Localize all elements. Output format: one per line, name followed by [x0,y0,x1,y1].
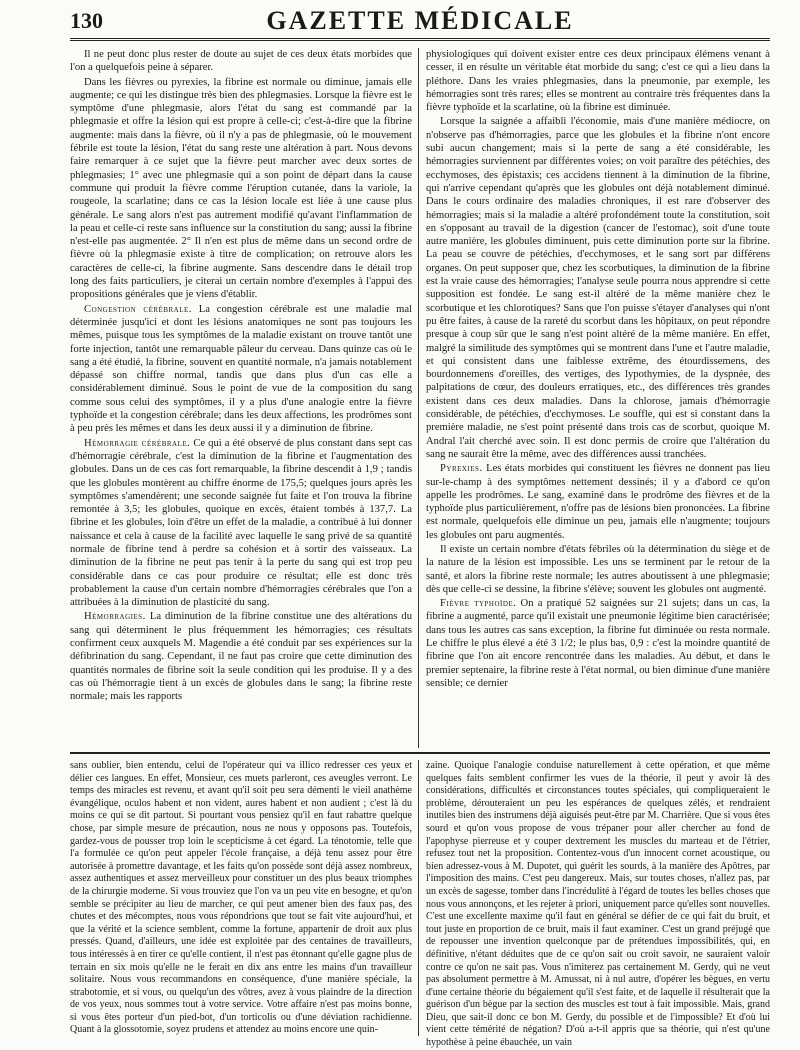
column-divider [418,760,419,1036]
paragraph: zaine. Quoique l'analogie conduise naturellement à cette opération, et que même quelques faits semblent confirmer les vues de la théorie, il peut y avoir là des considérations, difficultés et circonstances toutes spéciales, qui compliqueraient le problème, dérouteraient un peu les espérances de quelques zélés, et rendraient inutiles bien des instrumens déjà aiguisés peut-être par M. Charrière. Que si vous êtes sourd et qu'on vous propose de vous trépaner pour aller chercher au fond de l'apophyse pierreuse et y couper dextrement les muscles du marteau et de l'étrier, refusez tout net la proposition. Contentez-vous d'un innocent cornet acoustique, ou bien adressez-vous à M. Dupotet, qui guérit les sourds, à la manière des Apôtres, par l'imposition des mains. C'est peu dangereux. Mais, sur toutes choses, n'allez pas, par un excès de sagesse, tomber dans l'incrédulité à l'égard de toutes les belles choses que nous vous annonçons, et les rejeter à priori, uniquement parce qu'elles sont nouvelles. C'est une excellente maxime qu'il faut en général se défier de ce qui fait du bruit, et tout juste en proportion de ce bruit, mais il faut examiner. C'est un grand préjugé que de repousser une invention quelconque par de prétendues impossibilités, qui, en définitive, n'étant déduites que de ce qu'on sait ou croit savoir, ne sauraient valoir contre ce qu'on ne sait pas. Vous n'imiterez pas certainement M. Gerdy, qui ne veut pas absolument permettre à M. Amussat, ni à nul autre, d'opérer les bègues, en vertu d'une certaine théorie du bégaiement qu'il s'est faite, et de laquelle il résulterait que la guérison d'un bègue par la section des muscles est tout à fait impossible. Mais, grand Dieu, que sait-il donc ce bon M. Gerdy, du possible et de l'impossible? Et d'où lui vient cette témérité de négation? D'où a-t-il appris que sa théorie, qui n'est qu'une hypothèse à peine ébauchée, un vain [426,760,770,1049]
section-heading: Hémorragie cérébrale. [84,437,191,449]
paragraph-text: Les états morbides qui constituent les fièvres ne donnent pas lieu sur-le-champ à des symptômes nettement dessinés; il y a d'abord ce qu'on appelle les prodrômes. Le sang, examiné dans le prodrôme des fièvres et de la typhoïde plus particulièrement, n'offre pas de lésions bien prononcées. La fibrine est normale, quelquefois elle diminue un peu, jamais elle n'augmente; toujours les globules ont paru augmentés. [426,463,770,541]
column-top-left [70,48,412,748]
paragraph: physiologiques qui doivent exister entre ces deux principaux élémens venant à cesser, il en résulte un véritable état morbide du sang; c'est ce qui a lieu dans la pléthore. Dans les vraies phlegmasies, dans la pneumonie, par exemple, les hémorragies sont très rares; elles se montrent au contraire très fréquentes dans la fièvre typhoïde et la scarlatine, où la fibrine est diminuée. [426,49,770,114]
paragraph-text: La congestion cérébrale est une maladie mal déterminée jusqu'ici et dont les lésions anatomiques ne sont pas toujours les mêmes, puisque tous les symptômes de la maladie existant on trouve tantôt une forte injection, tantôt une remarquable pâleur du cerveau. Dans quinze cas où le sang a été étudié, la fibrine, souvent en quantité normale, n'a jamais notablement dépassé son chiffre normal, tandis que dans plus d'un cas elle a considérablement diminué. Sous le point de vue de la composition du sang comme sous celui des symptômes, il y a plus d'une analogie entre la fièvre typhoïde et la congestion cérébrale; dans les deux affections, les prodrômes sont à peu près les mêmes et dans les deux aussi il y a diminution de fibrine. [70,303,413,435]
gazette-title: GAZETTE MÉDICALE [266,6,574,35]
paragraph: Dans les fièvres ou pyrexies, la fibrine est normale ou diminue, jamais elle augmente; ce qui les distingue très bien des phlegmasies. Lorsque la fièvre est le symptôme d'une phlegmasie, alors l'état du sang est commandé par la phlegmasie et offre la lésion qui est propre à celle-ci; c'est-à-dire que la fibrine augmente: mais dans la fièvre, où il n'y a pas de phlegmasie, où le mouvement fébrile est toute la lésion, l'état du sang reste une altération à part. Nous devons faire remarquer à ce sujet que la fièvre peut marcher avec deux sortes de phlegmasies; 1° avec une phlegmasie qui a son point de départ dans la cause commune qui produit la fièvre comme l'éruption cutanée, dans la variole, la rougeole, la scarlatine; dans ce cas la lésion locale est liée à une cause plus générale. Le sang alors n'est pas autrement modifié qu'avant l'inflammation de la peau et celle-ci reste sans influence sur la constitution du sang; aussi la fibrine n'est-elle pas augmentée. 2° Il n'en est plus de même dans un second ordre de fièvre où la phlegmasie existe à titre de complication; on retrouve alors les caractères de celle-ci, la fibrine augmente. Sans descendre dans le détail trop long des faits particuliers, je citerai un certain nombre d'exemples à l'appui des propositions générales que je viens d'établir. [70,76,412,301]
section-heading: Fièvre typhoïde. [440,598,517,610]
paragraph-text: On a pratiqué 52 saignées sur 21 sujets; dans un cas, la fibrine a augmenté, parce qu'il existait une pneumonie légitime bien caractérisée; dans tous les autres cas sans exception, la fibrine fut diminuée ou resta normale. Le chiffre le plus élevé a été 3 1/2; le plus bas, 0,9 : c'est la moindre quantité de fibrine que l'on ait encore rencontrée dans les maladies. Au début, et dans le premier septenaire, la fibrine reste à l'état normal, ou bien diminue d'une manière sensible; ce dernier [426,598,770,689]
paragraph: Lorsque la saignée a affaibli l'économie, mais d'une manière médiocre, on n'observe pas d'hémorragies, parce que les globules et la fibrine n'ont encore subi aucun changement; mais si la perte de sang a été considérable, les hémorragies surviennent par différentes voies; on voit paraître des pétéchies, des ecchymoses, des épistaxis; ces accidens tiennent à la diminution de la fibrine, qui n'arrive cependant qu'après que les globules ont déjà notablement diminué. Dans le cours ordinaire des maladies chroniques, il est rare d'observer des hémorragies; mais si la maladie a altéré profondément toute la constitution, soit en s'opposant au travail de la digestion (cancer de l'estomac), soit d'une toute autre manière, les globules diminuent, puis cette diminution porte sur la fibrine. La peau se couvre de pétéchies, d'ecchymoses, et le sang sort par différens organes. On peut supposer que, chez les scorbutiques, la diminution de la fibrine est la vraie cause des hémorragies; l'analyse seule pourra nous apprendre si cette supposition est fondée. Le sang est-il altéré de la même manière chez le scorbutique et les chlorotiques? Sans que l'on puisse s'étayer d'analyses qui n'ont pu être faites, à cause de la rareté du scorbut dans les hôpitaux, on peut répondre presque à coup sûr que le sang n'est point altéré de la même manière. En effet, malgré la similitude des symptômes qui se montrent dans l'une et l'autre maladie, et qui consistent dans une faiblesse extrême, des étourdissemens, des bourdonnemens d'oreilles, des vertiges, des lypothymies, de la dyspnée, des palpitations de cœur, des douleurs erratiques, etc., des différences très grandes existent dans ces deux maladies. Dans la chlorose, jamais d'hémorragie considérable, de pétéchies, d'ecchymoses. Le souffle, qui est si constant dans la première maladie, ne s'est point présenté dans trois cas de scorbut, quoique M. Andral l'ait cherché avec soin. Il est donc permis de croire que l'altération du sang ne saurait être la même, avec des différences aussi tranchées. [426,116,770,460]
column-top-right [426,48,770,748]
paragraph: Il ne peut donc plus rester de doute au sujet de ces deux états morbides que l'on a quelquefois peine à séparer. [70,49,412,74]
paragraph: Il existe un certain nombre d'états fébriles où la détermination du siège et de la nature de la lésion est impossible. Les uns se terminent par le retour de la santé, et alors la fibrine reste normale; les autres aboutissent à une phlegmasie; dès que celle-ci se dessine, la fibrine s'élève; souvent les globules ont augmenté. [426,543,770,595]
paragraph [70,610,412,703]
paragraph-text: La diminution de la fibrine constitue une des altérations du sang qui déterminent le plus fréquemment les hémorragies; ces résultats confirment ceux auxquels M. Magendie a été conduit par ses expériences sur la défibrination du sang. Cependant, il ne faut pas croire que cette diminution des quantités normales de fibrine soit la seule condition qui les produise. Il y a des cas où l'hémorragie tient à un excès de globules dans le sang; la fibrine reste normale; mais les rapports [70,611,412,703]
paragraph [70,303,412,436]
paragraph [426,462,770,542]
paragraph [70,437,412,610]
feuilleton-column-right [426,760,770,1049]
feuilleton-divider [70,752,770,754]
feuilleton-column-left [70,760,412,1036]
paragraph: sans oublier, bien entendu, celui de l'opérateur qui va illico redresser ces yeux et délier ces langues. En effet, Monsieur, ces muets parleront, ces aveugles verront. Le temps des miracles est revenu, et avant qu'il soit peu sera démenti le vieil anathème évangélique, oculos habent et non vident, aures habent et non audient ; c'est là du moins ce qui se dit partout. Si pourtant vous pensiez qu'il en faut rabattre quelque chose, par simple mesure de précaution, nous ne nous y opposons pas. Toutefois, gardez-vous de pousser trop loin le scepticisme à cet égard. La ténotomie, telle que l'a formulée ce qu'on peut appeler l'école française, a déjà tenu assez pour être autorisée à promettre davantage, et les faits qu'on possède sont déjà assez nombreux, assez authentiques et assez merveilleux pour constituer un des plus beaux triomphes de la chirurgie moderne. Si vous trouviez que l'on va un peu vite en besogne, et qu'on semble se précipiter au lieu de marcher, ce qui peut amener bien des faux pas, des chutes et des mécomptes, nous vous répondrions que tout se fait vite aujourd'hui, et que la vérité et la science semblent, comme la fortune, appartenir de droit aux plus pressés. Quand, d'ailleurs, une idée est exploitée par des centaines de travailleurs, tous intéressés à en tirer ce qu'elle contient, il n'est pas étonnant qu'elle gagne plus de terrain en six mois qu'elle ne le ferait en dix ans entre les mains d'un travailleur solitaire. Nous vous recommandons en conséquence, d'une manière spéciale, la strabotomie, et si vous, ou quelqu'un des vôtres, avez à vous plaindre de la direction de vos yeux, nous sommes tout à votre service. Votre affaire n'est pas moins bonne, si vous êtes porteur d'un pied-bot, d'un torticolis ou d'une déviation rachidienne. Quant à la glossotomie, soyez prudens et attendez au moins encore une quin- [70,760,412,1036]
column-divider [418,48,419,748]
paragraph [426,597,770,690]
section-heading: Hémorragies. [84,611,146,623]
page-number: 130 [70,8,103,33]
masthead [70,6,770,41]
paragraph-text: Ce qui a été observé de plus constant dans sept cas d'hémorragie cérébrale, c'est la diminution de la fibrine et l'augmentation des globules. Dans un de ces cas fort remarquable, la fibrine descendit à 1,9 ; tandis que les globules montèrent au chiffre énorme de 175,5; quelques jours après les symptômes s'amendèrent; une seconde saignée fut faite et l'on trouva la fibrine remontée à 3,5; les globules, quoique en excès, étaient tombés à 137,7. La fibrine et les globules, loin d'être un effet de la maladie, a contribué à lui donner naissance et cela à cause de la facilité avec laquelle le sang privé de sa quantité normale de fibrine tend à perdre sa cohésion et à sortir des vaisseaux. La diminution de la fibrine ne peut pas tenir à la perte du sang qui est trop peu considérable dans ce cas pour produire ce résultat; elle est donc très probablement la cause d'un certain nombre d'hémorragies cérébrales que l'on a attribuées à la diminution de plasticité du sang. [70,437,412,609]
section-heading: Congestion cérébrale. [84,303,192,315]
section-heading: Pyrexies. [440,463,483,475]
